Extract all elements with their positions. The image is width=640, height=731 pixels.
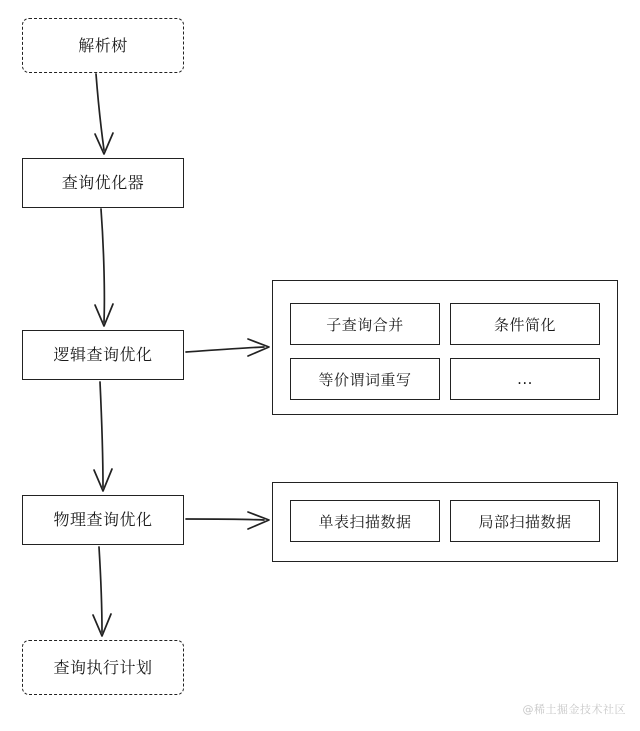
item-more-logical-label: ... xyxy=(517,370,533,388)
item-condition-simplify-label: 条件简化 xyxy=(493,315,556,334)
node-parse-tree xyxy=(22,18,184,73)
item-subquery-merge xyxy=(290,303,440,345)
item-subquery-merge-label: 子查询合并 xyxy=(326,315,404,334)
item-partial-scan-label: 局部扫描数据 xyxy=(478,512,572,531)
item-more-logical xyxy=(450,358,600,400)
edge-parse-to-optimizer xyxy=(95,74,113,154)
watermark: @稀土掘金技术社区 xyxy=(522,703,626,716)
edge-optimizer-to-logical xyxy=(95,209,113,326)
edge-physical-to-plan xyxy=(93,547,111,636)
item-partial-scan xyxy=(450,500,600,542)
edge-logical-to-group xyxy=(186,339,269,356)
node-query-optimizer xyxy=(22,158,184,208)
node-execution-plan-label: 查询执行计划 xyxy=(53,657,153,677)
edge-physical-to-group xyxy=(186,512,269,529)
item-single-table-scan-label: 单表扫描数据 xyxy=(318,512,412,531)
item-condition-simplify xyxy=(450,303,600,345)
node-logical-optimize-label: 逻辑查询优化 xyxy=(53,345,153,365)
node-query-optimizer-label: 查询优化器 xyxy=(61,173,145,193)
node-parse-tree-label: 解析树 xyxy=(78,35,128,55)
node-physical-optimize xyxy=(22,495,184,545)
edge-logical-to-physical xyxy=(94,382,112,491)
item-predicate-rewrite xyxy=(290,358,440,400)
item-single-table-scan xyxy=(290,500,440,542)
node-physical-optimize-label: 物理查询优化 xyxy=(53,510,153,530)
node-execution-plan xyxy=(22,640,184,695)
item-predicate-rewrite-label: 等价谓词重写 xyxy=(318,370,412,389)
node-logical-optimize xyxy=(22,330,184,380)
